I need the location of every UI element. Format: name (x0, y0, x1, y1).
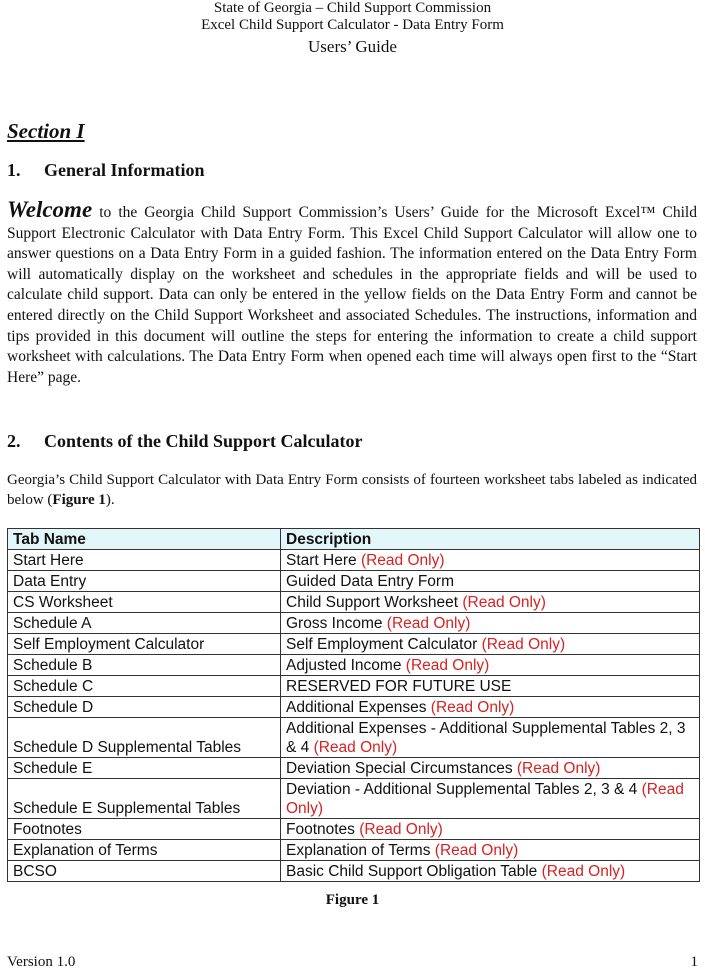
general-info-heading (7, 160, 204, 181)
description-text: Basic Child Support Obligation Table (286, 863, 538, 880)
description-text: Footnotes (286, 821, 355, 838)
contents-heading (7, 431, 363, 452)
description-cell (281, 592, 700, 613)
description-cell (281, 861, 700, 882)
description-cell (281, 697, 700, 718)
tab-name-cell: Schedule E Supplemental Tables (8, 779, 281, 819)
read-only-label: (Read Only) (405, 657, 490, 674)
table-row (8, 861, 700, 882)
read-only-label: (Read Only) (386, 615, 471, 632)
tab-name-cell: Schedule C (8, 676, 281, 697)
table-header-row (8, 529, 700, 550)
general-info-title: General Information (44, 160, 205, 180)
welcome-word: Welcome (7, 197, 93, 222)
description-cell (281, 676, 700, 697)
contents-title: Contents of the Child Support Calculator (44, 431, 363, 451)
tab-name-cell: Schedule D Supplemental Tables (8, 718, 281, 758)
description-text: RESERVED FOR FUTURE USE (286, 678, 512, 695)
tab-name-cell: Schedule D (8, 697, 281, 718)
tab-name-cell: Footnotes (8, 819, 281, 840)
header-tab-name: Tab Name (8, 529, 281, 550)
description-cell (281, 655, 700, 676)
intro-end: ). (105, 492, 115, 508)
description-text: Child Support Worksheet (286, 594, 459, 611)
header-line-1: State of Georgia – Child Support Commission (213, 0, 492, 16)
table-row (8, 592, 700, 613)
table-row (8, 697, 700, 718)
description-cell (281, 840, 700, 861)
read-only-label: (Read Only) (360, 552, 445, 569)
read-only-label: (Read Only) (434, 842, 519, 859)
description-text: Deviation Special Circumstances (286, 760, 513, 777)
contents-number: 2. (7, 431, 21, 451)
figure-caption: Figure 1 (325, 892, 380, 908)
description-cell (281, 718, 700, 758)
tab-name-cell: Self Employment Calculator (8, 634, 281, 655)
read-only-label: (Read Only) (462, 594, 546, 611)
read-only-label: (Read Only) (481, 636, 566, 653)
description-cell (281, 779, 700, 819)
tab-name-cell: Explanation of Terms (8, 840, 281, 861)
welcome-body: to the Georgia Child Support Commission’s Users’ Guide for the Microsoft Excel™ Child Support Electronic Calculator with Data Entry Form. This Excel Child Support Calculator will allow one to answer questions on a Data Entry Form in a guided fashion. The information entered on the Data Entry Form will automatically display on the worksheet and schedules in the appropriate fields and will be used to calculate child support. Data can only be entered in the yellow fields on the Data Entry Form and cannot be entered directly on the Child Support Worksheet and associated Schedules. The instructions, information and tips provided in this document will outline the steps for entering the information to create a child support worksheet with calculations. The Data Entry Form when opened each time will always open first to the “Start Here” page. (7, 204, 697, 386)
tabs-table (7, 528, 700, 882)
tab-name-cell: Data Entry (8, 571, 281, 592)
read-only-label: (Read Only) (286, 781, 684, 817)
table-row (8, 550, 700, 571)
description-cell (281, 634, 700, 655)
welcome-paragraph (7, 197, 697, 388)
contents-intro (7, 470, 697, 510)
footer-page-number: 1 (690, 954, 698, 970)
description-cell (281, 758, 700, 779)
table-row (8, 819, 700, 840)
read-only-label: (Read Only) (516, 760, 601, 777)
description-cell (281, 613, 700, 634)
description-text: Self Employment Calculator (286, 636, 478, 653)
description-text: Start Here (286, 552, 357, 569)
table-row (8, 676, 700, 697)
section-title: Section I (7, 119, 85, 143)
header-line-2: Excel Child Support Calculator - Data Entry Form (201, 17, 504, 33)
tab-name-cell: Schedule B (8, 655, 281, 676)
read-only-label: (Read Only) (313, 739, 398, 756)
description-text: Adjusted Income (286, 657, 402, 674)
tab-name-cell: Schedule E (8, 758, 281, 779)
description-text: Guided Data Entry Form (286, 573, 454, 590)
read-only-label: (Read Only) (430, 699, 515, 716)
table-row (8, 779, 700, 819)
table-row (8, 655, 700, 676)
description-cell (281, 571, 700, 592)
table-row (8, 571, 700, 592)
tab-name-cell: Start Here (8, 550, 281, 571)
intro-figure-ref: Figure 1 (52, 492, 106, 508)
description-cell (281, 550, 700, 571)
description-text: Explanation of Terms (286, 842, 431, 859)
general-info-number: 1. (7, 160, 21, 180)
description-text: Additional Expenses (286, 699, 427, 716)
description-text: Deviation - Additional Supplemental Tables 2, 3 & 4 (286, 781, 638, 798)
tab-name-cell: CS Worksheet (8, 592, 281, 613)
header-description: Description (281, 529, 700, 550)
intro-text: Georgia’s Child Support Calculator with Data Entry Form consists of fourteen worksheet tabs labeled as indicated below ( (7, 472, 697, 508)
read-only-label: (Read Only) (359, 821, 443, 838)
table-row (8, 718, 700, 758)
description-text: Gross Income (286, 615, 383, 632)
table-row (8, 634, 700, 655)
read-only-label: (Read Only) (541, 863, 626, 880)
description-text: Additional Expenses - Additional Supplemental Tables 2, 3 & 4 (286, 720, 686, 756)
table-row (8, 613, 700, 634)
description-cell (281, 819, 700, 840)
tab-name-cell: BCSO (8, 861, 281, 882)
header-line-3: Users’ Guide (308, 37, 397, 56)
table-row (8, 758, 700, 779)
table-row (8, 840, 700, 861)
footer-version: Version 1.0 (7, 954, 76, 970)
tab-name-cell: Schedule A (8, 613, 281, 634)
